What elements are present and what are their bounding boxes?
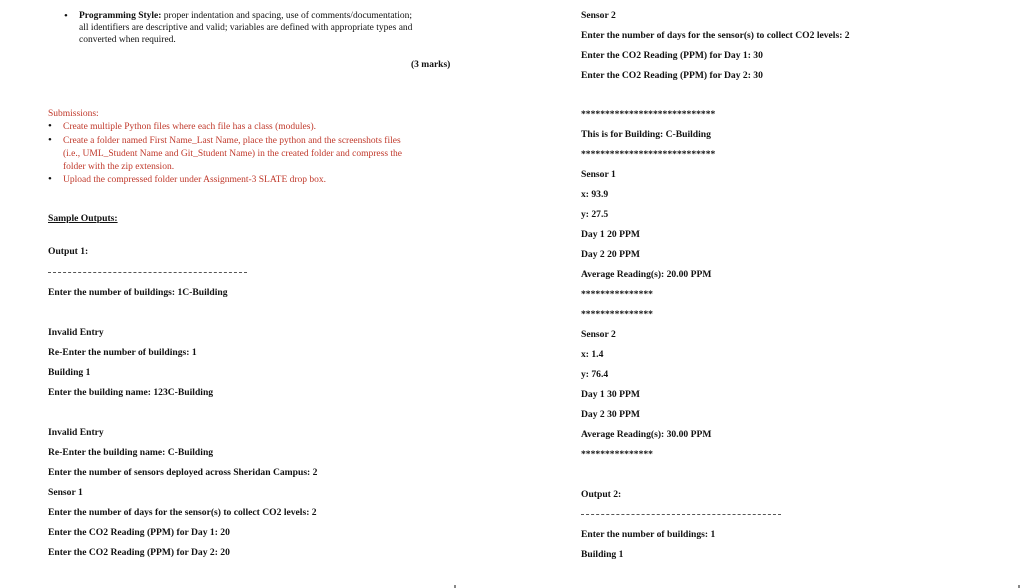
console-line: Enter the CO2 Reading (PPM) for Day 2: 30 (581, 70, 763, 81)
console-line: Enter the number of days for the sensor(s) to collect CO2 levels: 2 (581, 30, 850, 41)
console-line: Invalid Entry (48, 327, 104, 338)
console-line: Enter the CO2 Reading (PPM) for Day 1: 20 (48, 527, 230, 538)
submission-item-2-line3: folder with the zip extension. (63, 162, 175, 172)
console-line: Day 2 30 PPM (581, 409, 640, 420)
console-line: Sensor 1 (48, 487, 83, 498)
console-line: Enter the CO2 Reading (PPM) for Day 1: 30 (581, 50, 763, 61)
bullet-icon: • (64, 10, 68, 22)
sample-outputs-heading: Sample Outputs: (48, 213, 118, 224)
console-line: Average Reading(s): 20.00 PPM (581, 269, 712, 280)
console-line: Building 1 (48, 367, 91, 378)
dashed-divider (48, 272, 247, 273)
programming-style-line2: all identifiers are descriptive and valid; variables are defined with appropriate types and (79, 23, 413, 33)
console-line: y: 76.4 (581, 369, 609, 380)
stars-line: **************************** (581, 109, 716, 120)
output-2-label: Output 2: (581, 489, 622, 500)
submission-item-2-line2: (i.e., UML_Student Name and Git_Student Name) in the created folder and compress the (63, 149, 402, 159)
marks-label: (3 marks) (411, 60, 451, 70)
submissions-title: Submissions: (48, 109, 99, 119)
console-line: Enter the CO2 Reading (PPM) for Day 2: 20 (48, 547, 230, 558)
output-1-label: Output 1: (48, 246, 89, 257)
bullet-icon: • (48, 120, 52, 132)
console-line: Sensor 2 (581, 329, 616, 340)
submission-item-3: Upload the compressed folder under Assignment-3 SLATE drop box. (63, 175, 327, 185)
stars-line: *************** (581, 449, 653, 460)
console-line: Day 1 20 PPM (581, 229, 640, 240)
console-line: Enter the number of buildings: 1C-Building (48, 287, 228, 298)
console-line: Enter the building name: 123C-Building (48, 387, 214, 398)
bullet-icon: • (48, 134, 52, 146)
console-line: Day 2 20 PPM (581, 249, 640, 260)
stars-line: *************** (581, 309, 653, 320)
console-line: Re-Enter the number of buildings: 1 (48, 347, 197, 358)
console-line: Enter the number of days for the sensor(s) to collect CO2 levels: 2 (48, 507, 317, 518)
programming-style-line3: converted when required. (79, 35, 176, 45)
stars-line: *************** (581, 289, 653, 300)
programming-style-label: Programming Style: (79, 11, 162, 21)
console-line: Invalid Entry (48, 427, 104, 438)
console-line: Building 1 (581, 549, 624, 560)
console-line: Enter the number of sensors deployed across Sheridan Campus: 2 (48, 467, 318, 478)
console-line: Day 1 30 PPM (581, 389, 640, 400)
console-line: Sensor 2 (581, 10, 616, 21)
console-line: This is for Building: C-Building (581, 129, 711, 140)
console-line: y: 27.5 (581, 209, 609, 220)
dashed-divider (581, 514, 781, 515)
console-line: x: 93.9 (581, 189, 609, 200)
console-line: Enter the number of buildings: 1 (581, 529, 716, 540)
console-line: Average Reading(s): 30.00 PPM (581, 429, 712, 440)
right-page (512, 0, 1024, 588)
stars-line: **************************** (581, 149, 716, 160)
submission-item-1: Create multiple Python files where each file has a class (modules). (63, 122, 316, 132)
programming-style-text1: proper indentation and spacing, use of comments/documentation; (163, 11, 413, 21)
submission-item-2-line1: Create a folder named First Name_Last Name, place the python and the screenshots files (63, 136, 401, 146)
programming-style-line1 (79, 11, 412, 23)
bullet-icon: • (48, 173, 52, 185)
console-line: Sensor 1 (581, 169, 616, 180)
console-line: Re-Enter the building name: C-Building (48, 447, 214, 458)
console-line: x: 1.4 (581, 349, 604, 360)
